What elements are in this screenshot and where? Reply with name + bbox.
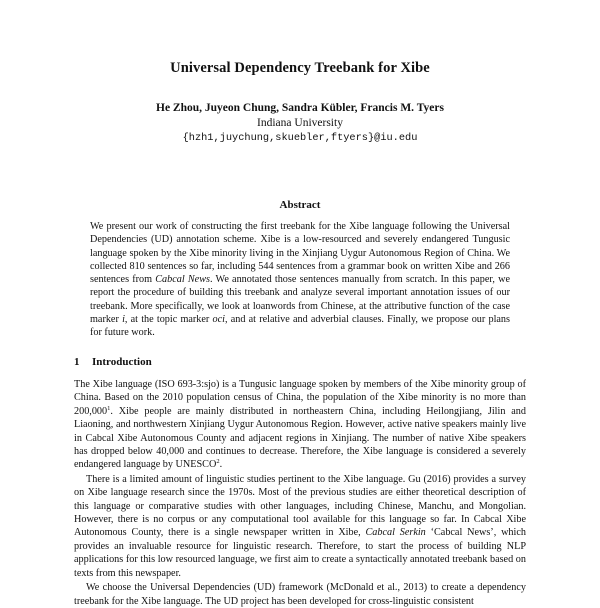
footnote-marker[interactable]: 1 (107, 404, 111, 412)
section-heading-introduction (74, 356, 526, 368)
abstract-italic-marker-oci: oci (212, 314, 225, 326)
body-text: ‘Cabcal News’, which provides an invaluable resource for linguistic research. Therefore, to start the process of building NLP applications for this low resourced language, we first aim to create a syntactically annotated treebank based on texts from this newspaper. (74, 527, 526, 579)
abstract-body (90, 220, 510, 340)
abstract-italic-source: Cabcal News (155, 274, 210, 286)
abstract-paragraph (90, 220, 510, 340)
author-list: He Zhou, Juyeon Chung, Sandra Kübler, Francis M. Tyers (156, 102, 444, 114)
section-number: 1 (74, 356, 80, 368)
body-text: The Xibe language (ISO 693-3:sjo) is a Tungusic language spoken by members of the Xibe minority group of China. Based on the 2010 population census of China, the population of the Xibe minority is no more than 200,000 (74, 379, 526, 417)
abstract-text: . We annotated those sentences manually from scratch. In this paper, we report the procedure of building this treebank and analyze several important annotation issues of our treebank. More specifically, we look at loanwords from Chinese, at the attributive function of the case marker (90, 274, 510, 326)
abstract-text: , and at relative and adverbial clauses. Finally, we propose our plans for future work. (90, 314, 510, 339)
body-text: . (219, 459, 223, 471)
body-paragraph (74, 473, 526, 580)
newspaper-name: Cabcal Serkin (365, 527, 426, 539)
body-text: There is a limited amount of linguistic studies pertinent to the Xibe language. Gu (2016) provides a survey on Xibe language research since the 1970s. Most of the previous studies are either theoretical description of this language or comparative studies with other languages, including Chinese, Manchu, and Mongolian. However, there is no corpus or any computational tool available for this language so far. In Cabcal Xibe Autonomous County, there is a single newspaper written in Xibe, (74, 473, 526, 539)
abstract-heading: Abstract (279, 199, 321, 211)
body-text: . Xibe people are mainly distributed in northeastern China, including Heilongjiang, Jilin and Liaoning, and northwestern Xinjiang Uygur Autonomous Region. However, active native speakers mainly live in Cabcal Xibe Autonomous County and adjacent regions in Xinjiang. The number of native Xibe speakers has dropped below 40,000 and continues to decrease. Therefore, the Xibe language is considered a severely endangered language by UNESCO (74, 405, 526, 471)
footnote-marker[interactable]: 2 (216, 458, 220, 466)
introduction-body (74, 378, 526, 608)
body-paragraph: We choose the Universal Dependencies (UD) framework (McDonald et al., 2013) to create a dependency treebank for the Xibe language. The UD project has been developed for cross-linguistic consistent (74, 582, 526, 607)
abstract-italic-marker-i: i (122, 314, 125, 326)
author-emails[interactable]: {hzh1,juychung,skuebler,ftyers}@iu.edu (182, 132, 418, 144)
body-paragraph (74, 378, 526, 472)
paper-title: Universal Dependency Treebank for Xibe (170, 60, 430, 76)
affiliation: Indiana University (257, 117, 343, 129)
section-title: Introduction (92, 356, 152, 368)
abstract-text: , at the topic marker (124, 314, 213, 326)
abstract-text: We present our work of constructing the first treebank for the Xibe language following the Universal Dependencies (UD) annotation scheme. Xibe is a low-resourced and severely endangered Tungusic language spoken by the Xibe minority living in the Xinjiang Uygur Autonomous Region of China. We collected 810 sentences so far, including 544 sentences from a grammar book on written Xibe and 266 sentences from (90, 221, 510, 286)
